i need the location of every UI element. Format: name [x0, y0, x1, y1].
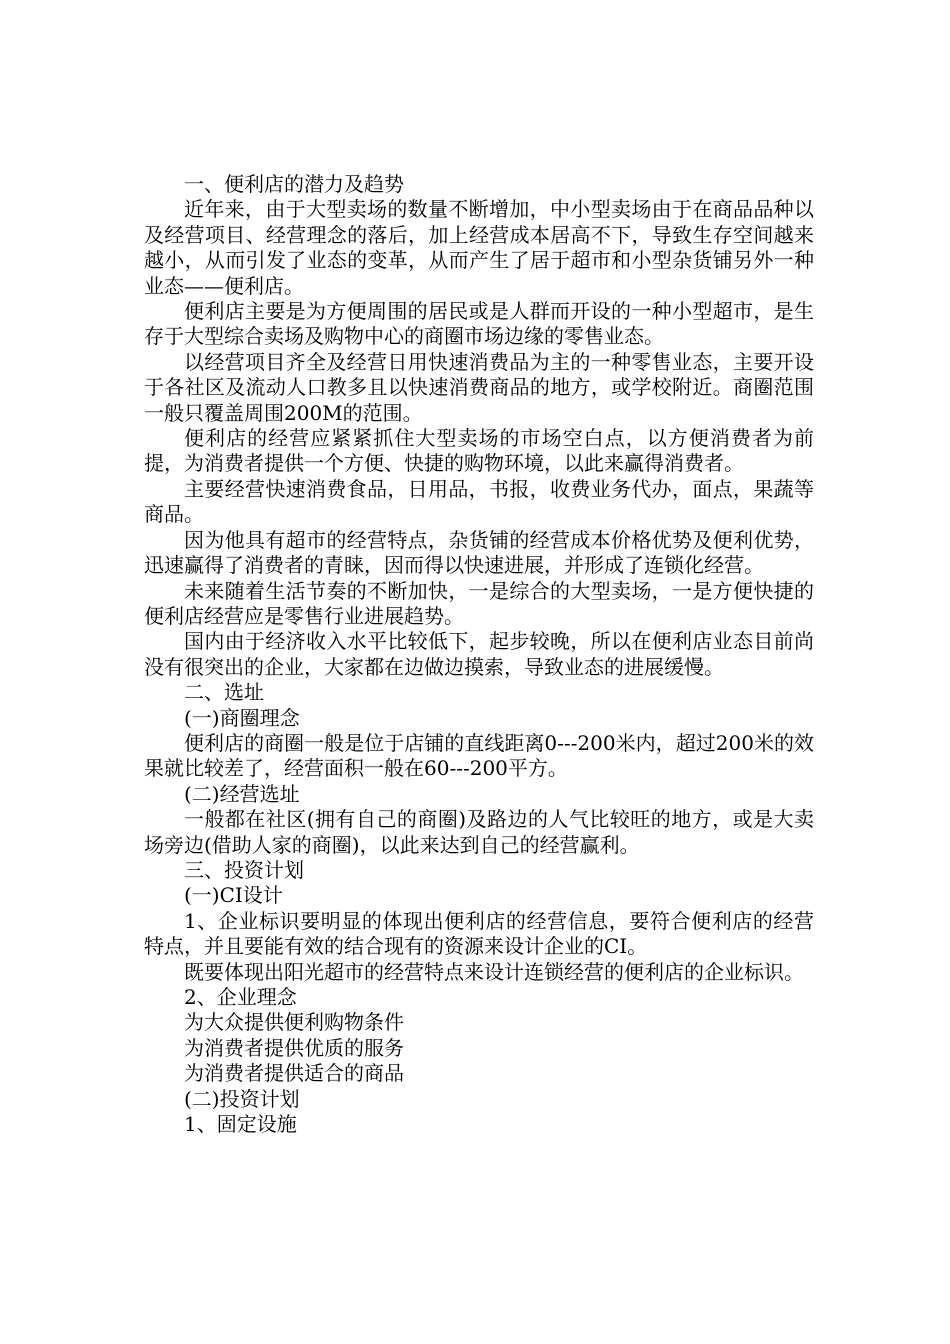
paragraph: 既要体现出阳光超市的经营特点来设计连锁经营的便利店的企业标识。	[184, 959, 804, 984]
paragraph: 一般都在社区(拥有自己的商圈)及路边的人气比较旺的地方，或是大卖场旁边(借助人家的商圈)，以此来达到自己的经营赢利。	[144, 807, 814, 857]
philosophy-line: 为大众提供便利购物条件	[184, 1010, 404, 1035]
subsection-heading-ci-design: (一)CI设计	[184, 883, 283, 908]
subsection-heading-location: (二)经营选址	[184, 781, 300, 806]
section-heading-site-selection: 二、选址	[184, 680, 264, 705]
subsection-heading-trade-area: (一)商圈理念	[184, 705, 300, 730]
paragraph: 国内由于经济收入水平比较低下，起步较晚，所以在便利店业态目前尚没有很突出的企业，大家都在边做边摸索，导致业态的进展缓慢。	[144, 629, 814, 679]
paragraph: 主要经营快速消费食品，日用品，书报，收费业务代办，面点，果蔬等商品。	[144, 476, 814, 527]
philosophy-line: 为消费者提供适合的商品	[184, 1061, 404, 1086]
paragraph: 以经营项目齐全及经营日用快速消费品为主的一种零售业态，主要开设于各社区及流动人口教多且以快速消费商品的地方，或学校附近。商圈范围一般只覆盖周围200M的范围。	[144, 349, 814, 425]
item-heading-philosophy: 2、企业理念	[184, 985, 297, 1009]
paragraph: 近年来，由于大型卖场的数量不断增加，中小型卖场由于在商品品种以及经营项目、经营理念的落后，加上经营成本居高不下，导致生存空间越来越小，从而引发了业态的变革，从而产生了居于超市和小型杂货铺另外一种业态——便利店。	[144, 197, 814, 298]
item-heading-fixed-facilities: 1、固定设施	[184, 1112, 297, 1137]
subsection-heading-investment: (二)投资计划	[184, 1086, 300, 1111]
document-page	[144, 172, 814, 1137]
paragraph: 因为他具有超市的经营特点，杂货铺的经营成本价格优势及便利优势，迅速赢得了消费者的青睐，因而得以快速进展，并形成了连锁化经营。	[144, 527, 814, 578]
paragraph: 1、企业标识要明显的体现出便利店的经营信息，要符合便利店的经营特点，并且要能有效的结合现有的资源来设计企业的CI。	[144, 908, 814, 959]
section-heading-investment-plan: 三、投资计划	[184, 857, 304, 882]
paragraph: 便利店的经营应紧紧抓住大型卖场的市场空白点，以方便消费者为前提，为消费者提供一个方便、快捷的购物环境，以此来赢得消费者。	[144, 426, 814, 476]
paragraph: 未来随着生活节奏的不断加快，一是综合的大型卖场，一是方便快捷的便利店经营应是零售行业进展趋势。	[144, 578, 814, 628]
philosophy-line: 为消费者提供优质的服务	[184, 1035, 404, 1060]
paragraph: 便利店主要是为方便周围的居民或是人群而开设的一种小型超市，是生存于大型综合卖场及购物中心的商圈市场边缘的零售业态。	[144, 299, 814, 349]
section-heading-potential-trend: 一、便利店的潜力及趋势	[184, 172, 404, 196]
paragraph: 便利店的商圈一般是位于店铺的直线距离0---200米内，超过200米的效果就比较差了，经营面积一般在60---200平方。	[144, 730, 814, 781]
